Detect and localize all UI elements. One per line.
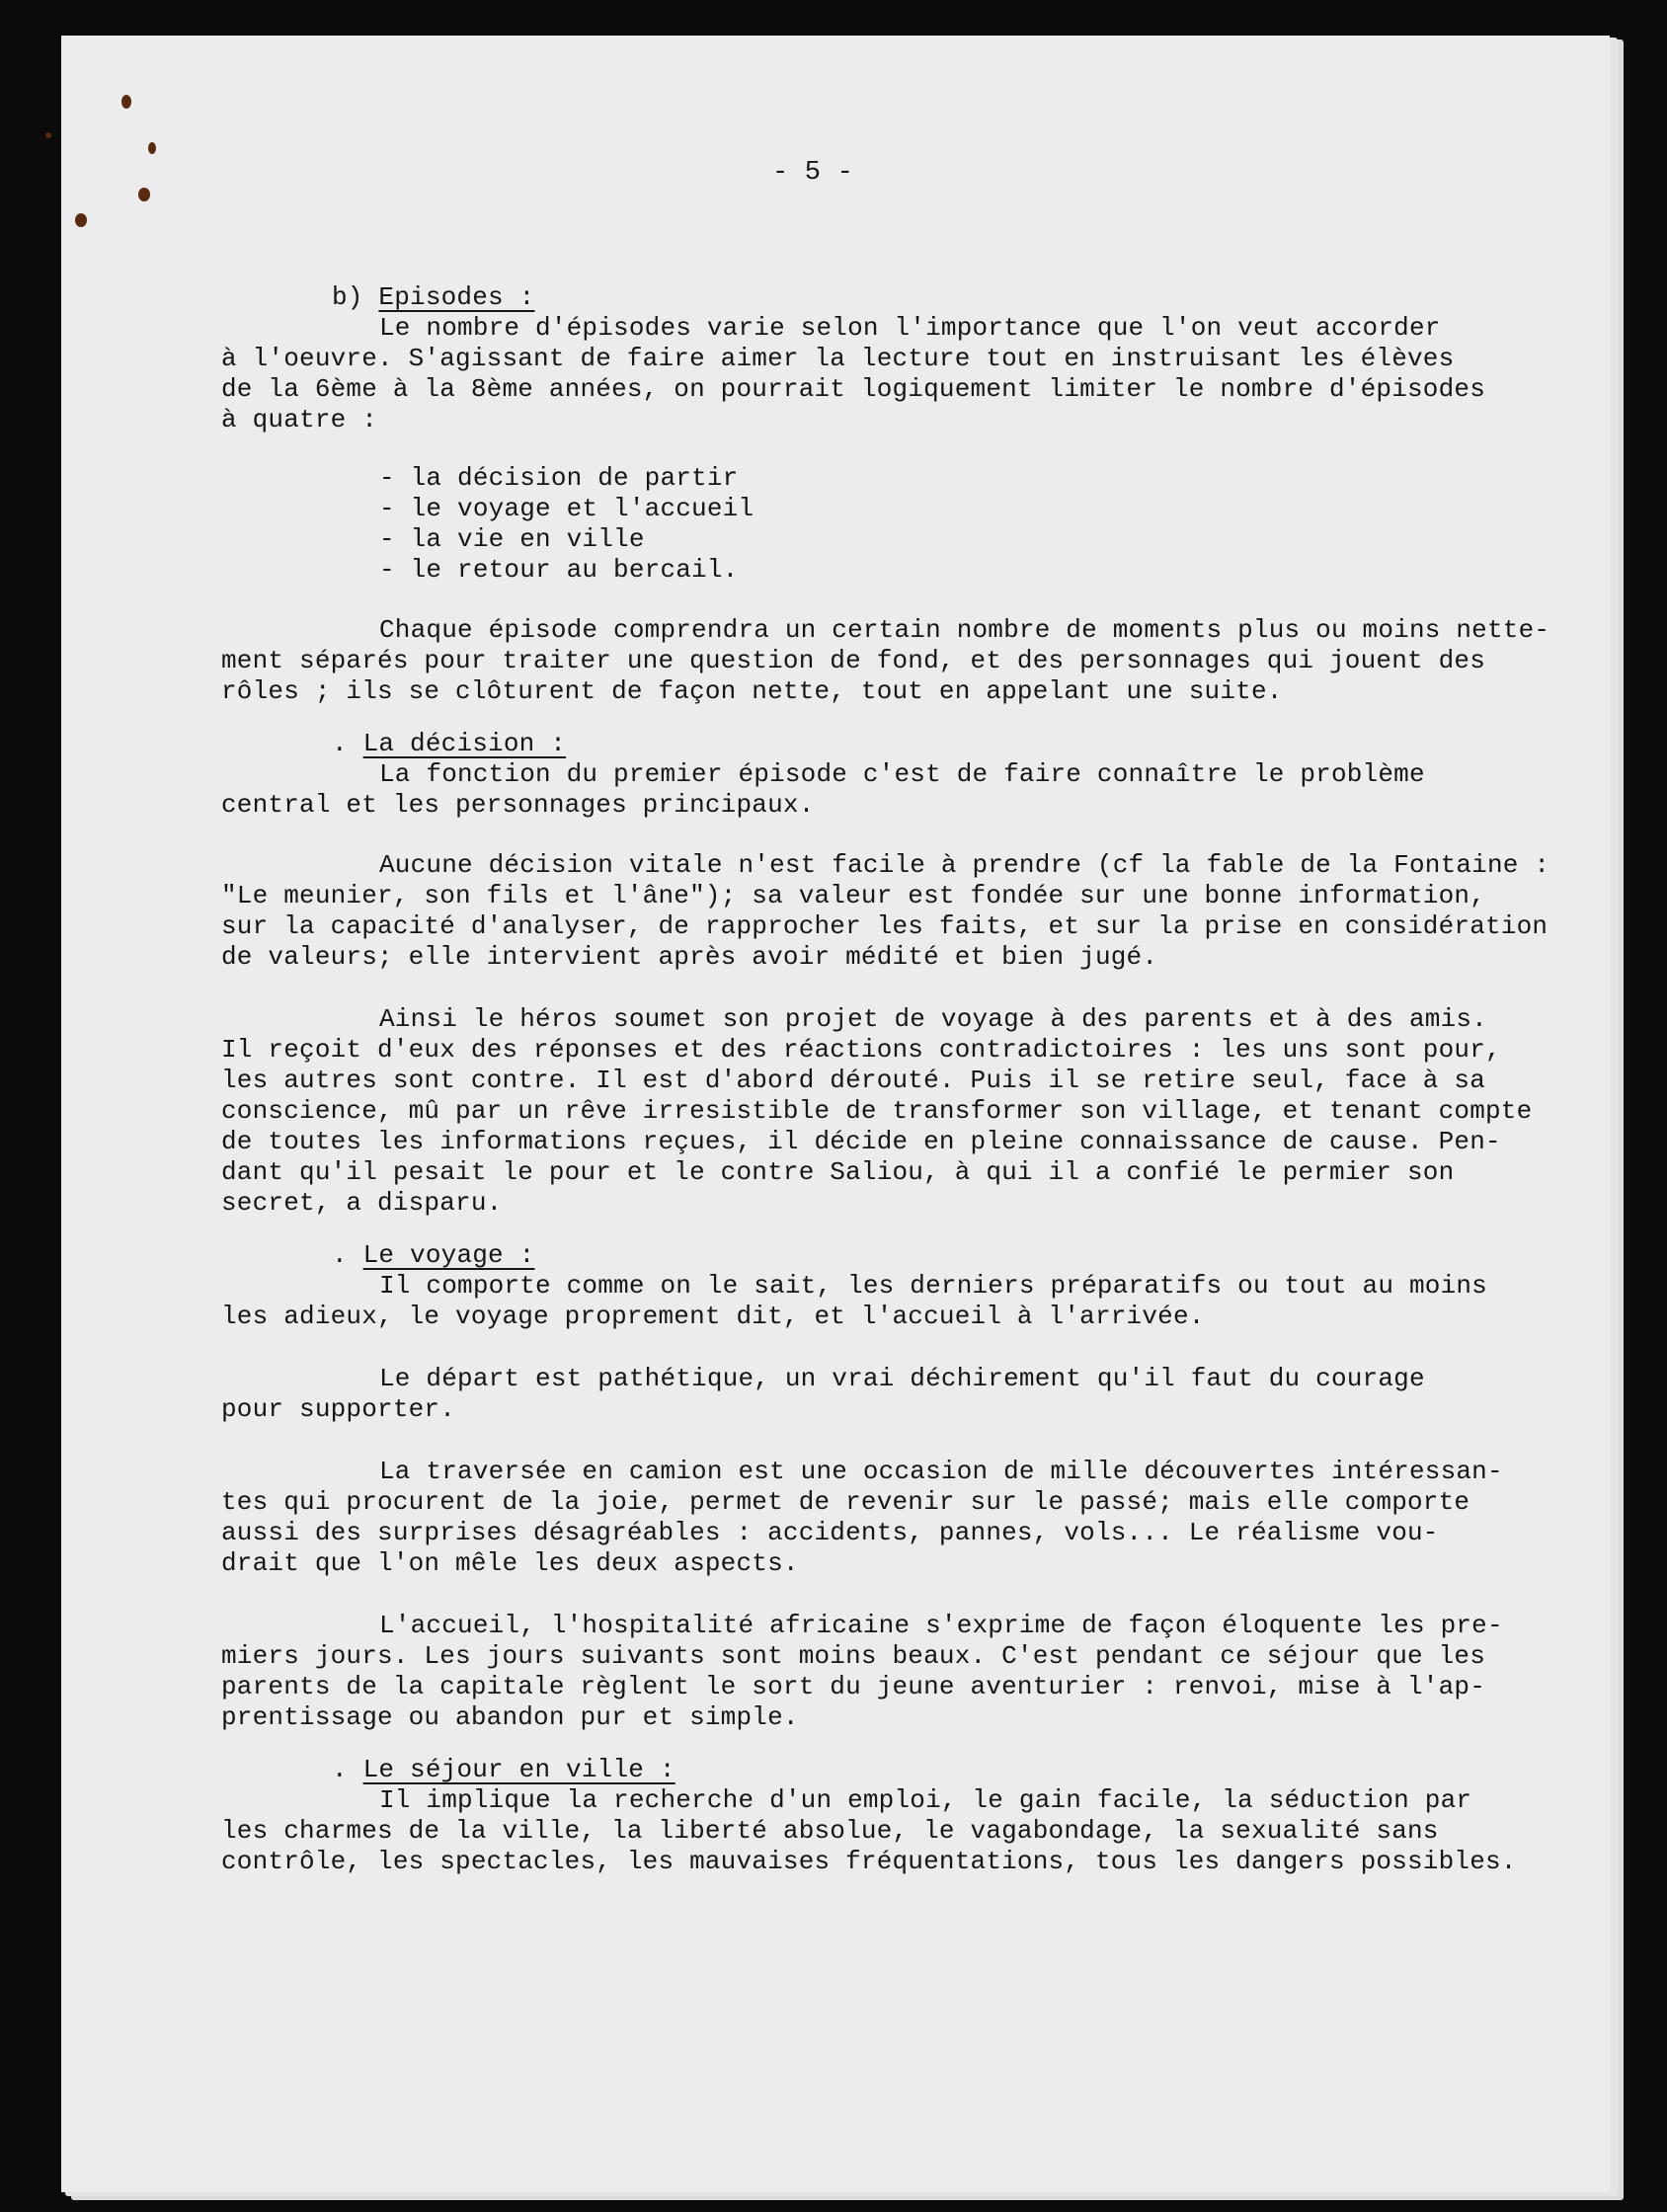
episode-list: [221, 463, 1643, 586]
text-line: dant qu'il pesait le pour et le contre Saliou, à qui il a confié le permier son: [221, 1157, 1455, 1187]
voyage-paragraph-4: [221, 1611, 1643, 1733]
text-line: de valeurs; elle intervient après avoir médité et bien jugé.: [221, 942, 1158, 972]
voyage-heading: [221, 1240, 1643, 1271]
stain-mark: [138, 188, 150, 201]
stain-mark: [121, 95, 131, 109]
text-line: La traversée en camion est une occasion de mille découvertes intéressan-: [379, 1457, 1503, 1486]
sejour-title: Le séjour en ville :: [362, 1755, 675, 1784]
decision-paragraph-2: [221, 850, 1643, 973]
voyage-paragraph-3: [221, 1457, 1643, 1579]
voyage-paragraph-2: [221, 1364, 1643, 1425]
text-line: à l'oeuvre. S'agissant de faire aimer la lecture tout en instruisant les élèves: [221, 344, 1455, 373]
text-line: tes qui procurent de la joie, permet de revenir sur le passé; mais elle comporte: [221, 1487, 1470, 1517]
intro-paragraph: [221, 313, 1643, 435]
text-line: Il reçoit d'eux des réponses et des réactions contradictoires : les uns sont pour,: [221, 1035, 1501, 1065]
text-line: aussi des surprises désagréables : accidents, pannes, vols... Le réalisme vou-: [221, 1518, 1439, 1547]
text-line: secret, a disparu.: [221, 1188, 503, 1218]
text-line: drait que l'on mêle les deux aspects.: [221, 1548, 799, 1578]
decision-paragraph-1: [221, 759, 1643, 821]
list-item: - le voyage et l'accueil: [379, 494, 754, 523]
decision-paragraph-3: [221, 1004, 1643, 1219]
decision-heading: [221, 729, 1643, 759]
page-content: [221, 282, 1643, 1877]
text-line: les charmes de la ville, la liberté absolue, le vagabondage, la sexualité sans: [221, 1816, 1439, 1846]
text-line: prentissage ou abandon pur et simple.: [221, 1702, 799, 1732]
text-line: ment séparés pour traiter une question de fond, et des personnages qui jouent des: [221, 646, 1486, 675]
text-line: sur la capacité d'analyser, de rapprocher les faits, et sur la prise en considération: [221, 911, 1548, 941]
text-line: parents de la capitale règlent le sort du jeune aventurier : renvoi, mise à l'ap-: [221, 1672, 1486, 1701]
heading-bullet: .: [332, 729, 348, 758]
text-line: les adieux, le voyage proprement dit, et l'accueil à l'arrivée.: [221, 1302, 1205, 1331]
text-line: de la 6ème à la 8ème années, on pourrait logiquement limiter le nombre d'épisodes: [221, 374, 1486, 404]
document-page: [61, 36, 1610, 2192]
section-title-text: Episodes :: [378, 282, 535, 312]
list-item: - la décision de partir: [379, 463, 739, 493]
text-line: Le nombre d'épisodes varie selon l'importance que l'on veut accorder: [379, 313, 1441, 343]
stain-mark: [148, 142, 156, 154]
text-line: L'accueil, l'hospitalité africaine s'exprime de façon éloquente les pre-: [379, 1611, 1503, 1640]
list-item: - la vie en ville: [379, 524, 645, 554]
text-line: Le départ est pathétique, un vrai déchirement qu'il faut du courage: [379, 1364, 1425, 1393]
list-item: - le retour au bercail.: [379, 555, 739, 585]
text-line: Il implique la recherche d'un emploi, le gain facile, la séduction par: [379, 1785, 1472, 1815]
heading-bullet: .: [332, 1240, 348, 1270]
text-line: contrôle, les spectacles, les mauvaises fréquentations, tous les dangers possibles.: [221, 1847, 1517, 1876]
heading-bullet: .: [332, 1755, 348, 1784]
text-line: Aucune décision vitale n'est facile à prendre (cf la fable de la Fontaine :: [379, 850, 1550, 880]
stain-mark: [75, 213, 87, 227]
stain-mark: [45, 132, 51, 138]
text-line: "Le meunier, son fils et l'âne"); sa valeur est fondée sur une bonne information,: [221, 881, 1486, 910]
text-line: de toutes les informations reçues, il décide en pleine connaissance de cause. Pen-: [221, 1127, 1501, 1156]
text-line: central et les personnages principaux.: [221, 790, 815, 820]
text-line: Chaque épisode comprendra un certain nombre de moments plus ou moins nette-: [379, 615, 1550, 645]
text-line: miers jours. Les jours suivants sont moins beaux. C'est pendant ce séjour que les: [221, 1641, 1486, 1671]
text-line: rôles ; ils se clôturent de façon nette, tout en appelant une suite.: [221, 676, 1283, 706]
sejour-paragraph-1: [221, 1785, 1643, 1877]
section-title: [221, 282, 1643, 313]
text-line: Il comporte comme on le sait, les derniers préparatifs ou tout au moins: [379, 1271, 1487, 1301]
section-label: b): [332, 282, 363, 312]
text-line: La fonction du premier épisode c'est de faire connaître le problème: [379, 759, 1425, 789]
page-number: - 5 -: [772, 158, 854, 188]
decision-title: La décision :: [362, 729, 567, 758]
text-line: pour supporter.: [221, 1394, 456, 1424]
sejour-heading: [221, 1755, 1643, 1785]
text-line: Ainsi le héros soumet son projet de voyage à des parents et à des amis.: [379, 1004, 1487, 1034]
voyage-title: Le voyage :: [362, 1240, 535, 1270]
text-line: les autres sont contre. Il est d'abord dérouté. Puis il se retire seul, face à sa: [221, 1066, 1486, 1095]
text-line: à quatre :: [221, 405, 378, 434]
text-line: conscience, mû par un rêve irresistible de transformer son village, et tenant compte: [221, 1096, 1533, 1126]
summary-paragraph: [221, 615, 1643, 707]
voyage-paragraph-1: [221, 1271, 1643, 1332]
